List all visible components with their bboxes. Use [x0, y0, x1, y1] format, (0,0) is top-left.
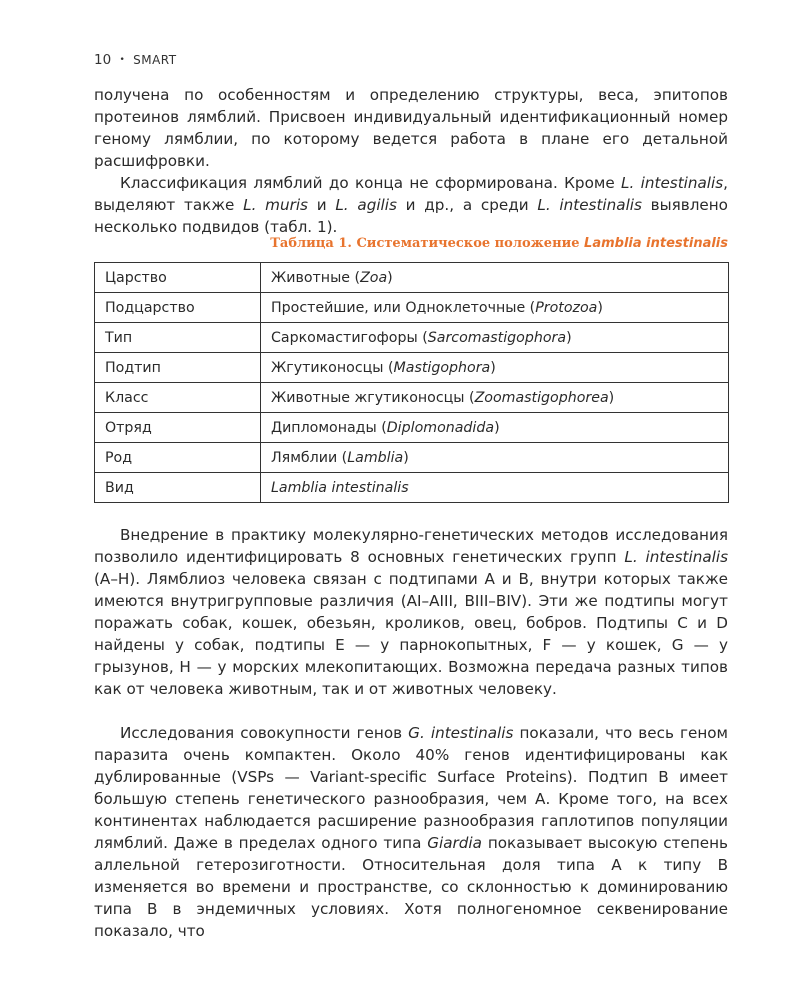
- paragraph-text: Внедрение в практику молекулярно-генетических методов исследования позволило идентифицировать 8 основных генетических групп: [94, 526, 728, 566]
- paragraph-text: и: [307, 196, 336, 214]
- rank-cell: Класс: [95, 383, 261, 413]
- taxonomy-table: [94, 262, 729, 503]
- taxon-cell: [261, 263, 729, 293]
- taxon-latin: Zoomastigophorea: [474, 389, 609, 406]
- table-row: [95, 443, 729, 473]
- taxon-latin: Diplomonadida: [386, 419, 495, 436]
- taxon-name: Простейшие, или Одноклеточные (: [271, 299, 536, 316]
- taxon-latin: Zoa: [360, 269, 388, 286]
- taxon-suffix: ): [387, 269, 393, 286]
- taxon-cell: [261, 293, 729, 323]
- taxon-suffix: ): [490, 359, 496, 376]
- species-name: G. intestinalis: [408, 724, 514, 742]
- taxon-suffix: ): [403, 449, 409, 466]
- paragraph-text: Классификация лямблий до конца не сформирована. Кроме: [120, 174, 622, 192]
- species-name: L. agilis: [335, 196, 397, 214]
- paragraph-text: (A–H). Лямблиоз человека связан с подтипами А и В, внутри которых также имеются внутригрупповые различия (AI–AIII, BIII–BIV). Эти же подтипы могут поражать собак, кошек, обезьян, кроликов, овец, бобров. Подтипы С и D найдены у собак, подтипы Е — у парнокопытных, F — у кошек, G — у грызунов, H — у морских млекопитающих. Возможна передача разных типов как от человека животным, так и от животных человеку.: [94, 570, 728, 698]
- table-row: [95, 263, 729, 293]
- table-row: [95, 383, 729, 413]
- rank-cell: Подцарство: [95, 293, 261, 323]
- paragraph-text: выявлено несколько подвидов (табл. 1).: [94, 196, 728, 236]
- table-row: [95, 413, 729, 443]
- rank-cell: Отряд: [95, 413, 261, 443]
- taxon-name: Животные жгутиконосцы (: [271, 389, 475, 406]
- rank-cell: Подтип: [95, 353, 261, 383]
- table-row: [95, 353, 729, 383]
- species-name: L. intestinalis: [624, 548, 728, 566]
- taxon-suffix: ): [494, 419, 500, 436]
- taxon-name: Лямблии (: [271, 449, 348, 466]
- paragraph-text: Исследования совокупности генов: [120, 724, 409, 742]
- page-number: 10: [94, 52, 112, 68]
- taxon-name: Дипломонады (: [271, 419, 387, 436]
- taxon-cell: [261, 413, 729, 443]
- paragraph-text: , выделяют также: [94, 174, 728, 214]
- genus-name: Giardia: [427, 834, 482, 852]
- taxon-latin: Protozoa: [535, 299, 598, 316]
- taxon-cell: [261, 383, 729, 413]
- rank-cell: Вид: [95, 473, 261, 503]
- paragraph-genetic-groups: [94, 524, 728, 700]
- table-caption: [94, 236, 728, 251]
- caption-prefix: Таблица 1. Систематическое положение: [270, 236, 585, 251]
- taxon-cell: [261, 473, 729, 503]
- species-name: L. intestinalis: [537, 196, 642, 214]
- taxon-suffix: ): [566, 329, 572, 346]
- paragraph-genome-research: [94, 722, 728, 942]
- paragraph-text: получена по особенностям и определению структуры, веса, эпитопов протеинов лямблий. Присвоен индивидуальный идентификационный номер геному лямблии, по которому ведется работа в плане его детальной расшифровки.: [94, 86, 728, 170]
- paragraph-text: показывает высокую степень аллельной гетерозиготности. Относительная доля типа А к типу В изменяется во времени и пространстве, со склонностью к доминированию типа В в эндемичных условиях. Хотя полногеномное секвенирование показало, что: [94, 834, 728, 940]
- rank-cell: Тип: [95, 323, 261, 353]
- taxon-latin: Sarcomastigophora: [427, 329, 567, 346]
- species-name: L. intestinalis: [621, 174, 724, 192]
- paragraph-text: и др., а среди: [396, 196, 538, 214]
- taxon-cell: [261, 353, 729, 383]
- taxon-name: Животные (: [271, 269, 361, 286]
- paragraph-genome-intro: [94, 84, 728, 238]
- taxon-name: Саркомастигофоры (: [271, 329, 428, 346]
- species-name: L. muris: [243, 196, 308, 214]
- header-separator: •: [119, 55, 125, 65]
- caption-latin: Lamblia intestinalis: [584, 236, 728, 251]
- paragraph-text: показали, что весь геном паразита очень компактен. Около 40% генов идентифицированы как дублированные (VSPs — Variant-specific Surface Proteins). Подтип B имеет большую степень генетического разнообразия, чем А. Кроме того, на всех континентах наблюдается расширение разнообразия гаплотипов популяции лямблий. Даже в пределах одного типа: [94, 724, 728, 852]
- table-row: [95, 293, 729, 323]
- taxon-latin: Mastigophora: [393, 359, 491, 376]
- taxon-suffix: ): [597, 299, 603, 316]
- table-row: [95, 323, 729, 353]
- header-brand: SMART: [133, 53, 177, 67]
- taxon-suffix: ): [608, 389, 615, 406]
- rank-cell: Царство: [95, 263, 261, 293]
- rank-cell: Род: [95, 443, 261, 473]
- taxon-cell: [261, 443, 729, 473]
- taxon-name: Жгутиконосцы (: [271, 359, 394, 376]
- taxon-latin: Lamblia: [347, 449, 404, 466]
- taxon-latin: Lamblia intestinalis: [271, 479, 409, 496]
- running-header: [94, 52, 177, 68]
- taxon-cell: [261, 323, 729, 353]
- table-row: [95, 473, 729, 503]
